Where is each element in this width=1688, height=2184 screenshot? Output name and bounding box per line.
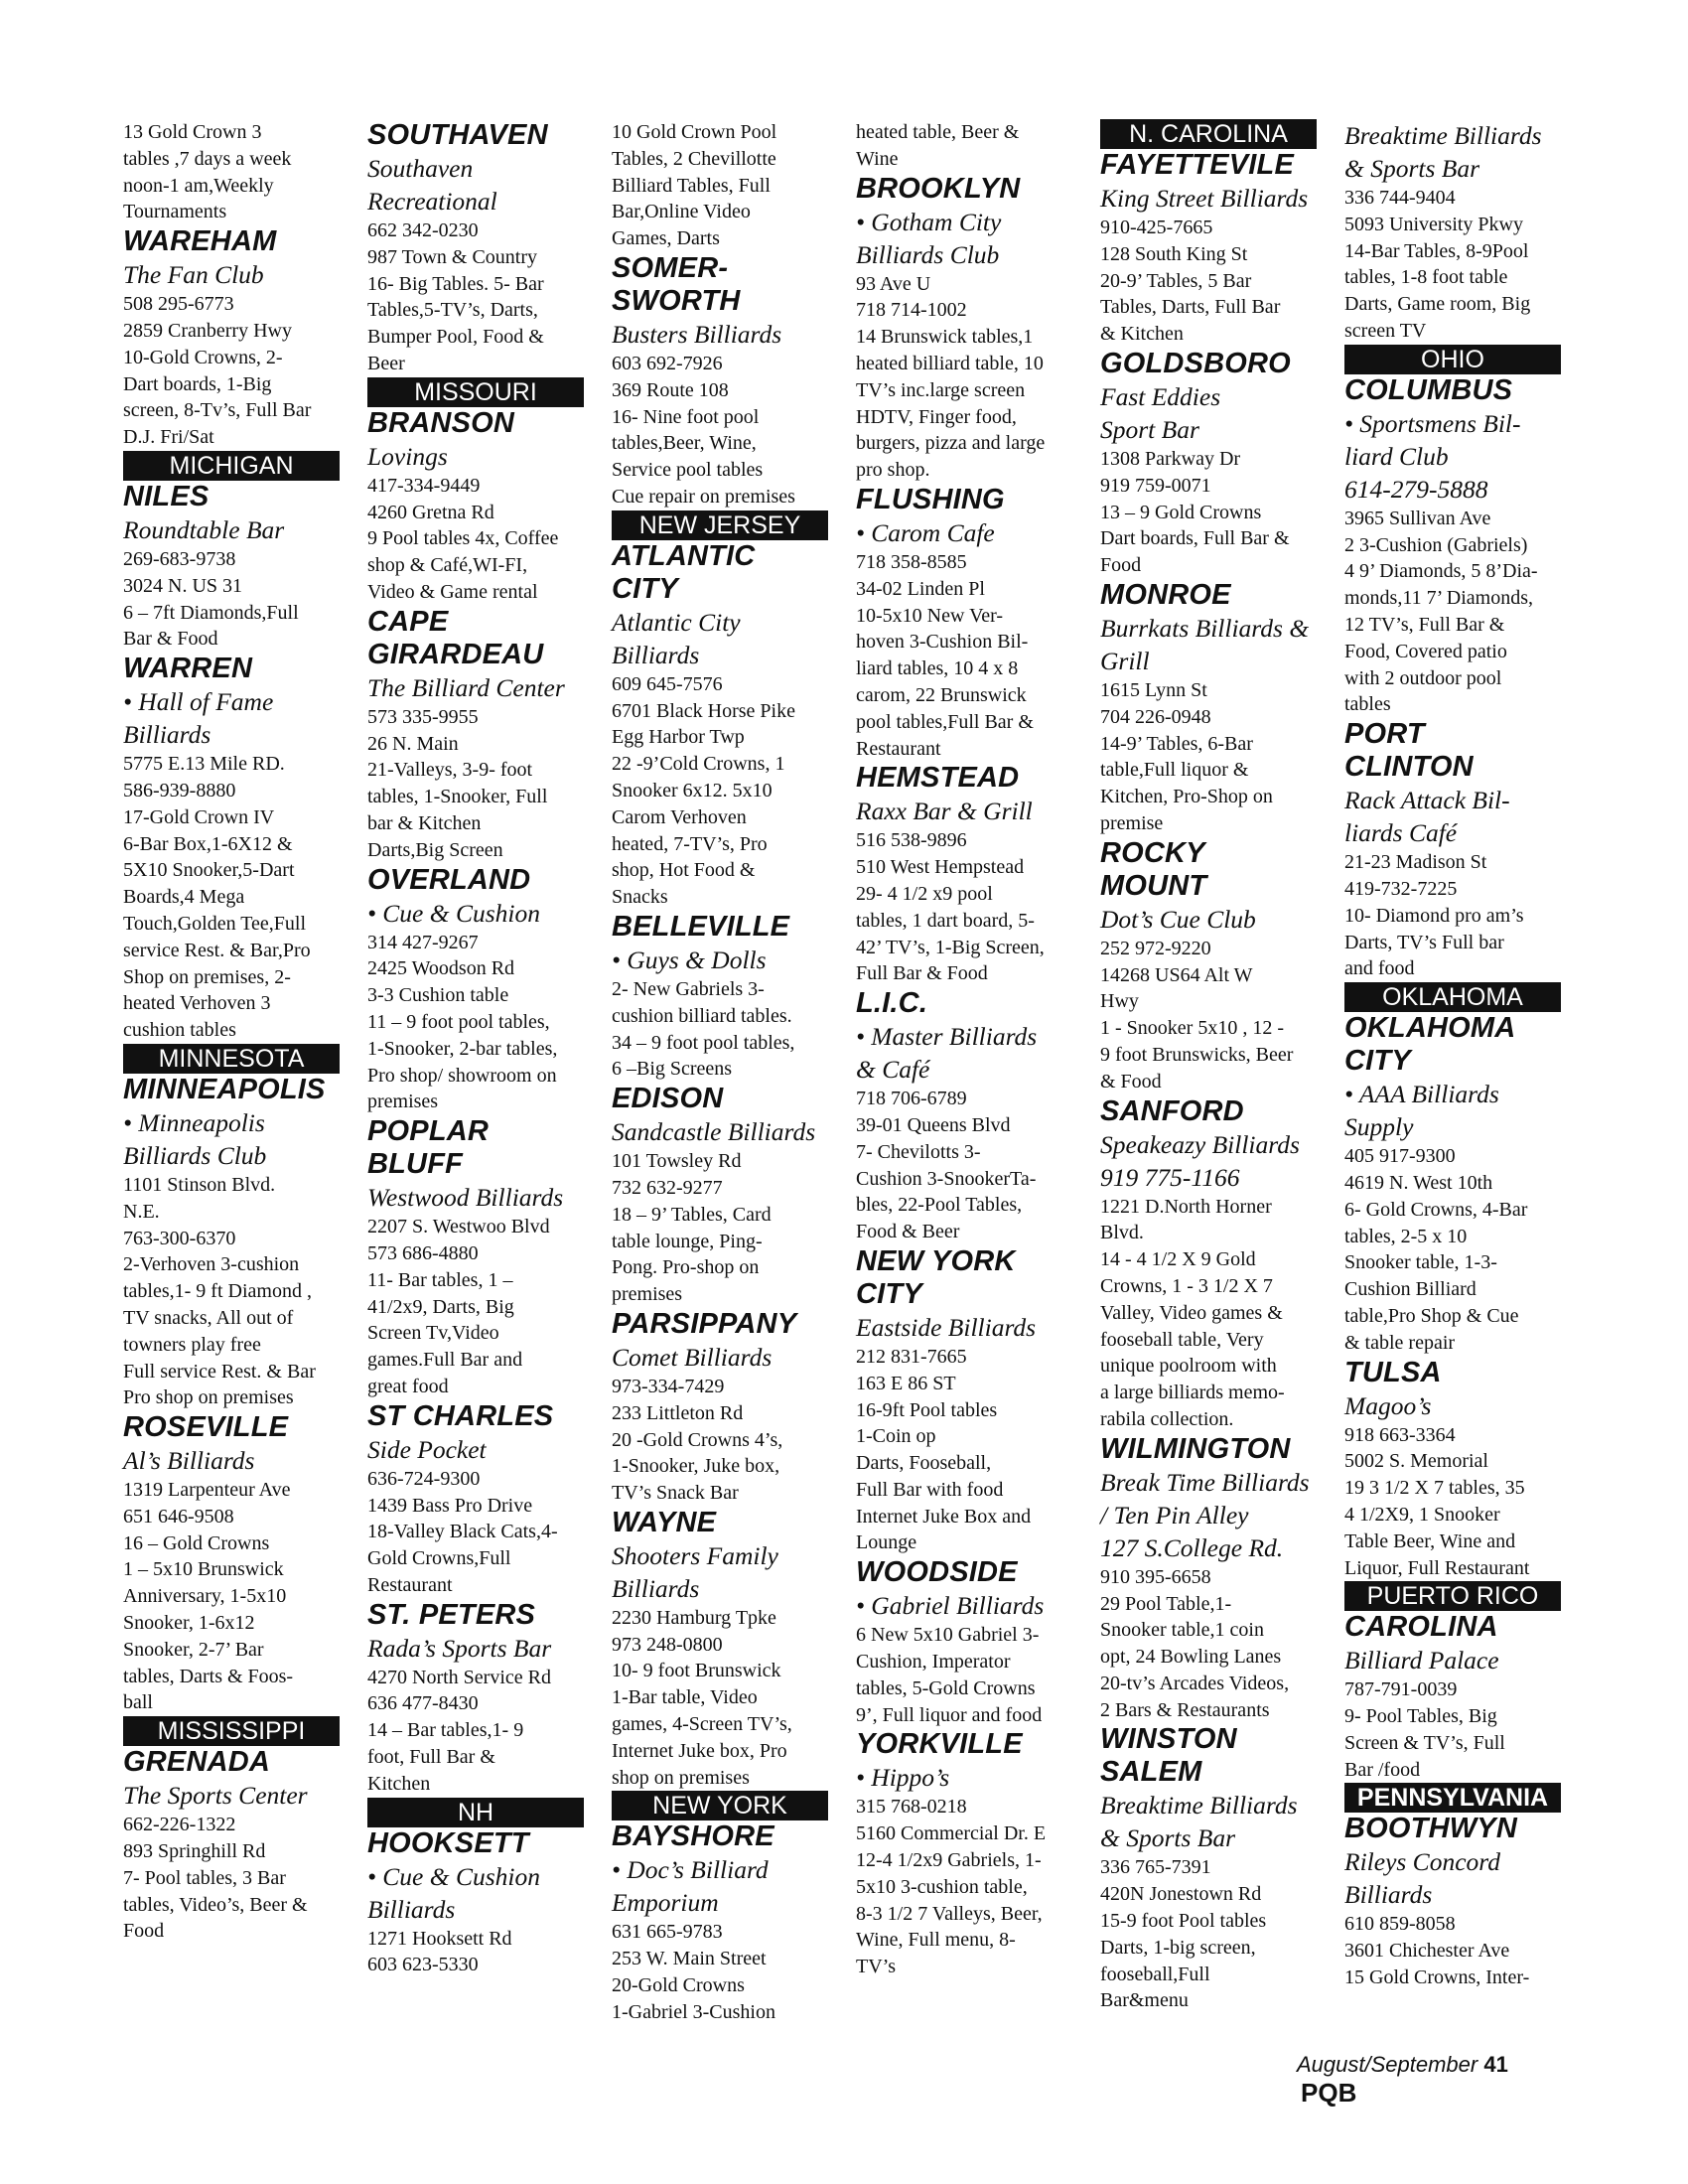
venue-name: Dot’s Cue Club <box>1100 904 1256 934</box>
listing-details: 910-425-7665 128 South King St 20-9’ Tables, 5 Bar Tables, Darts, Full Bar & Kitchen <box>1100 217 1281 346</box>
city-heading: PARSIPPANY <box>612 1307 797 1340</box>
venue-name: • AAA Billiards Supply <box>1344 1080 1499 1142</box>
listing-details: 918 663-3364 5002 S. Memorial 19 3 1/2 X 7 tables, 35 4 1/2X9, 1 Snooker Table Beer, Wine and Liquor, Full Restaurant <box>1344 1423 1530 1579</box>
directory-column-2 <box>367 119 584 1978</box>
venue-name: • Guys & Dolls <box>612 945 767 974</box>
venue-name: • Cue & Cushion Billiards <box>367 1861 540 1924</box>
venue-name: Rada’s Sports Bar <box>367 1633 552 1663</box>
state-header: PENNSYLVANIA <box>1344 1783 1561 1813</box>
city-heading: PORT CLINTON <box>1344 718 1474 784</box>
venue-name: Breaktime Billiards & Sports Bar <box>1100 1791 1298 1853</box>
listing-details: 336 744-9404 5093 University Pkwy 14-Bar Tables, 8-9Pool tables, 1-8 foot table Darts, Game room, Big screen TV <box>1344 187 1531 342</box>
venue-name: The Billiard Center <box>367 672 565 702</box>
city-heading: OKLAHOMA CITY <box>1344 1012 1516 1078</box>
listing-details: 269-683-9738 3024 N. US 31 6 – 7ft Diamonds,Full Bar & Food <box>123 547 299 651</box>
listing-details: 787-791-0039 9- Pool Tables, Big Screen & TV’s, Full Bar /food <box>1344 1678 1505 1781</box>
city-heading: FAYETTEVILE <box>1100 149 1295 181</box>
city-heading: ROSEVILLE <box>123 1411 289 1444</box>
venue-name: Comet Billiards <box>612 1342 773 1372</box>
listing-details: 4270 North Service Rd 636 477-8430 14 – Bar tables,1- 9 foot, Full Bar & Kitchen <box>367 1666 551 1795</box>
listing-details: 2- New Gabriels 3- cushion billiard tables. 34 – 9 foot pool tables, 6 –Big Screens <box>612 977 795 1081</box>
listing-details: 21-23 Madison St 419-732-7225 10- Diamond pro am’s Darts, TV’s Full bar and food <box>1344 851 1524 980</box>
state-header: MISSISSIPPI <box>123 1716 340 1746</box>
city-heading: BOOTHWYN <box>1344 1813 1517 1845</box>
venue-name: Southaven Recreational <box>367 154 497 216</box>
state-header: N. CAROLINA <box>1100 119 1317 149</box>
venue-name: Al’s Billiards <box>123 1446 255 1476</box>
venue-name: Eastside Billiards <box>856 1312 1037 1342</box>
venue-name: Rack Attack Bil- liards Café <box>1344 786 1510 848</box>
city-heading: SOUTHAVEN <box>367 119 548 151</box>
state-header: OHIO <box>1344 345 1561 374</box>
city-heading: EDISON <box>612 1083 724 1115</box>
city-heading: FLUSHING <box>856 483 1005 515</box>
city-heading: MINNEAPOLIS <box>123 1073 326 1105</box>
listing-details: 13 Gold Crown 3 tables ,7 days a week noon-1 am,Weekly Tournaments <box>123 121 292 223</box>
listing-details: 315 768-0218 5160 Commercial Dr. E 12-4 1/2x9 Gabriels, 1- 5x10 3-cushion table, 8-3 1/2 7 Valleys, Beer, Wine, Full menu, 8- TV’s <box>856 1796 1047 1978</box>
listing-details: 1308 Parkway Dr 919 759-0071 13 – 9 Gold Crowns Dart boards, Full Bar & Food <box>1100 447 1290 577</box>
venue-name: Burrkats Billiards & Grill <box>1100 613 1310 675</box>
venue-name: The Fan Club <box>123 260 264 290</box>
listing-details: 1319 Larpenteur Ave 651 646-9508 16 – Gold Crowns 1 – 5x10 Brunswick Anniversary, 1-5x10 Snooker, 1-6x12 Snooker, 2-7’ Bar tables, Darts & Foos- ball <box>123 1479 294 1714</box>
venue-name: • Gabriel Billiards <box>856 1591 1045 1621</box>
venue-name: Speakeazy Billiards 919 775-1166 <box>1100 1129 1300 1192</box>
state-header: MINNESOTA <box>123 1044 340 1074</box>
city-heading: NEW YORK CITY <box>856 1244 1016 1310</box>
venue-name: Shooters Family Billiards <box>612 1540 778 1603</box>
city-heading: SOMER- SWORTH <box>612 251 741 317</box>
city-heading: GOLDSBORO <box>1100 347 1291 379</box>
listing-details: 417-334-9449 4260 Gretna Rd 9 Pool tables 4x, Coffee shop & Café,WI-FI, Video & Game rental <box>367 474 559 603</box>
city-heading: ST. PETERS <box>367 1598 536 1631</box>
city-heading: BRANSON <box>367 406 515 439</box>
city-heading: WARREN <box>123 653 253 685</box>
city-heading: BROOKLYN <box>856 172 1021 205</box>
listing-details: 508 295-6773 2859 Cranberry Hwy 10-Gold Crowns, 2- Dart boards, 1-Big screen, 8-Tv’s, Full Bar D.J. Fri/Sat <box>123 293 312 449</box>
directory-column-6 <box>1344 119 1561 1991</box>
listing-details: 636-724-9300 1439 Bass Pro Drive 18-Valley Black Cats,4- Gold Crowns,Full Restaurant <box>367 1467 558 1596</box>
issue-label: August/September <box>1297 2052 1478 2077</box>
listing-details: 93 Ave U 718 714-1002 14 Brunswick tables,1 heated billiard table, 10 TV’s inc.large screen HDTV, Finger food, burgers, pizza and large pro shop. <box>856 272 1046 482</box>
listing-details: 910 395-6658 29 Pool Table,1- Snooker table,1 coin opt, 24 Bowling Lanes 20-tv’s Arcades Videos, 2 Bars & Restaurants <box>1100 1565 1290 1721</box>
state-header: MICHIGAN <box>123 451 340 481</box>
city-heading: ROCKY MOUNT <box>1100 836 1207 902</box>
city-heading: COLUMBUS <box>1344 373 1513 406</box>
city-heading: POPLAR BLUFF <box>367 1115 490 1181</box>
venue-name: Fast Eddies Sport Bar <box>1100 381 1221 444</box>
venue-name: Breaktime Billiards & Sports Bar <box>1344 121 1542 183</box>
venue-name: Sandcastle Billiards <box>612 1117 816 1147</box>
city-heading: TULSA <box>1344 1356 1442 1388</box>
listing-details: 3965 Sullivan Ave 2 3-Cushion (Gabriels) 4 9’ Diamonds, 5 8’Dia- monds,11 7’ Diamonds, 12 TV’s, Full Bar & Food, Covered patio with 2 outdoor pool tables <box>1344 507 1538 716</box>
listing-details: 718 706-6789 39-01 Queens Blvd 7- Chevilotts 3- Cushion 3-SnookerTa- bles, 22-Pool Tables, Food & Beer <box>856 1088 1037 1243</box>
venue-name: Billiard Palace <box>1344 1646 1499 1675</box>
magazine-brand: PQB <box>1301 2078 1357 2108</box>
listing-details: 631 665-9783 253 W. Main Street 20-Gold Crowns 1-Gabriel 3-Cushion <box>612 1921 775 2023</box>
venue-name: Side Pocket <box>367 1434 487 1464</box>
listing-details: 405 917-9300 4619 N. West 10th 6- Gold Crowns, 4-Bar tables, 2-5 x 10 Snooker table, 1-3- Cushion Billiard table,Pro Shop & Cue & table repair <box>1344 1145 1528 1354</box>
city-heading: OVERLAND <box>367 863 531 896</box>
venue-name: • Carom Cafe <box>856 517 995 547</box>
venue-name: • Gotham City Billiards Club <box>856 207 1002 269</box>
directory-column-1 <box>123 119 340 1945</box>
directory-column-5 <box>1100 119 1317 2014</box>
listing-details: 610 859-8058 3601 Chichester Ave 15 Gold Crowns, Inter- <box>1344 1913 1530 1989</box>
city-heading: BELLEVILLE <box>612 910 790 943</box>
city-heading: ST CHARLES <box>367 1399 554 1432</box>
venue-name: • Minneapolis Billiards Club <box>123 1107 267 1170</box>
venue-name: Magoo’s <box>1344 1390 1432 1420</box>
listing-details: 336 765-7391 420N Jonestown Rd 15-9 foot Pool tables Darts, 1-big screen, fooseball,Full Bar&menu <box>1100 1856 1267 2012</box>
venue-name: • Doc’s Billiard Emporium <box>612 1855 769 1918</box>
city-heading: WAYNE <box>612 1506 717 1538</box>
city-heading: WILMINGTON <box>1100 1432 1291 1465</box>
venue-name: • Hall of Fame Billiards <box>123 687 274 750</box>
city-heading: SANFORD <box>1100 1094 1244 1127</box>
state-header: OKLAHOMA <box>1344 982 1561 1012</box>
city-heading: WAREHAM <box>123 225 277 258</box>
city-heading: ATLANTIC CITY <box>612 539 756 605</box>
venue-name: Atlantic City Billiards <box>612 607 741 669</box>
listing-details: heated table, Beer & Wine <box>856 121 1020 170</box>
city-heading: WINSTON SALEM <box>1100 1723 1237 1789</box>
venue-name: Westwood Billiards <box>367 1183 564 1213</box>
city-heading: HEMSTEAD <box>856 762 1020 795</box>
city-heading: NILES <box>123 480 210 512</box>
listing-details: 2230 Hamburg Tpke 973 248-0800 10- 9 foot Brunswick 1-Bar table, Video games, 4-Screen TV’s, Internet Juke box, Pro shop on premises <box>612 1606 792 1789</box>
listing-details: 252 972-9220 14268 US64 Alt W Hwy 1 - Snooker 5x10 , 12 - 9 foot Brunswicks, Beer & Food <box>1100 937 1294 1092</box>
listing-details: 2207 S. Westwoo Blvd 573 686-4880 11- Bar tables, 1 – 41/2x9, Darts, Big Screen Tv,Video games.Full Bar and great food <box>367 1216 550 1397</box>
listing-details: 573 335-9955 26 N. Main 21-Valleys, 3-9- foot tables, 1-Snooker, Full bar & Kitchen Darts,Big Screen <box>367 705 548 861</box>
city-heading: L.I.C. <box>856 987 928 1020</box>
directory-column-4 <box>856 119 1072 1980</box>
listing-details: 603 692-7926 369 Route 108 16- Nine foot pool tables,Beer, Wine, Service pool tables Cue repair on premises <box>612 352 795 508</box>
state-header: PUERTO RICO <box>1344 1581 1561 1611</box>
city-heading: YORKVILLE <box>856 1728 1023 1761</box>
listing-details: 609 645-7576 6701 Black Horse Pike Egg Harbor Twp 22 -9’Cold Crowns, 1 Snooker 6x12. 5x10 Carom Verhoven heated, 7-TV’s, Pro shop, Hot Food & Snacks <box>612 672 795 909</box>
listing-details: 662-226-1322 893 Springhill Rd 7- Pool tables, 3 Bar tables, Video’s, Beer & Food <box>123 1814 308 1943</box>
venue-name: King Street Billiards <box>1100 184 1309 213</box>
city-heading: GRENADA <box>123 1746 271 1779</box>
venue-name: • Sportsmens Bil- liard Club 614-279-5888 <box>1344 408 1521 504</box>
venue-name: Lovings <box>367 441 448 471</box>
listing-details: 662 342-0230 987 Town & Country 16- Big Tables. 5- Bar Tables,5-TV’s, Darts, Bumper Pool, Food & Beer <box>367 219 544 374</box>
listing-details: 101 Towsley Rd 732 632-9277 18 – 9’ Tables, Card table lounge, Ping- Pong. Pro-shop on premises <box>612 1150 772 1306</box>
state-header: NEW JERSEY <box>612 510 828 540</box>
venue-name: • Hippo’s <box>856 1763 950 1793</box>
listing-details: 5775 E.13 Mile RD. 586-939-8880 17-Gold Crown IV 6-Bar Box,1-6X12 & 5X10 Snooker,5-Dart Boards,4 Mega Touch,Golden Tee,Full service Rest. & Bar,Pro Shop on premises, 2- heated Verhoven 3 cushion tables <box>123 753 311 1042</box>
city-heading: MONROE <box>1100 578 1231 611</box>
city-heading: CAROLINA <box>1344 1611 1498 1644</box>
state-header: MISSOURI <box>367 377 584 407</box>
listing-details: 1221 D.North Horner Blvd. 14 - 4 1/2 X 9 Gold Crowns, 1 - 3 1/2 X 7 Valley, Video games & fooseball table, Very unique poolroom with a large billiards memo- rabila collection. <box>1100 1195 1285 1430</box>
directory-column-3 <box>612 119 828 2026</box>
city-heading: WOODSIDE <box>856 1556 1018 1589</box>
venue-name: Raxx Bar & Grill <box>856 797 1033 826</box>
venue-name: Break Time Billiards / Ten Pin Alley 127 S.College Rd. <box>1100 1467 1310 1562</box>
listing-details: 718 358-8585 34-02 Linden Pl 10-5x10 New Ver- hoven 3-Cushion Bil- liard tables, 10 4 x 8 carom, 22 Brunswick pool tables,Full Bar & Restaurant <box>856 550 1034 760</box>
venue-name: The Sports Center <box>123 1781 308 1811</box>
listing-details: 1101 Stinson Blvd. N.E. 763-300-6370 2-Verhoven 3-cushion tables,1- 9 ft Diamond , TV snacks, All out of towners play free Full service Rest. & Bar Pro shop on premises <box>123 1173 316 1409</box>
listing-details: 314 427-9267 2425 Woodson Rd 3-3 Cushion table 11 – 9 foot pool tables, 1-Snooker, 2-bar tables, Pro shop/ showroom on premises <box>367 931 558 1113</box>
state-header: NH <box>367 1798 584 1827</box>
venue-name: • Cue & Cushion <box>367 898 540 928</box>
city-heading: CAPE GIRARDEAU <box>367 605 544 670</box>
listing-details: 6 New 5x10 Gabriel 3- Cushion, Imperator tables, 5-Gold Crowns 9’, Full liquor and food <box>856 1624 1043 1726</box>
venue-name: • Master Billiards & Café <box>856 1022 1038 1085</box>
page-footer <box>1297 2051 1555 2109</box>
page-number: 41 <box>1483 2052 1508 2077</box>
listing-details: 10 Gold Crown Pool Tables, 2 Chevillotte Billiard Tables, Full Bar,Online Video Games, Darts <box>612 121 777 250</box>
listing-details: 516 538-9896 510 West Hempstead 29- 4 1/2 x9 pool tables, 1 dart board, 5- 42’ TV’s, 1-Big Screen, Full Bar & Food <box>856 829 1045 985</box>
city-heading: BAYSHORE <box>612 1820 774 1853</box>
venue-name: Roundtable Bar <box>123 514 285 544</box>
state-header: NEW YORK <box>612 1791 828 1820</box>
listing-details: 1615 Lynn St 704 226-0948 14-9’ Tables, 6-Bar table,Full liquor & Kitchen, Pro-Shop on premise <box>1100 678 1273 834</box>
listing-details: 1271 Hooksett Rd 603 623-5330 <box>367 1927 512 1976</box>
listing-details: 212 831-7665 163 E 86 ST 16-9ft Pool tables 1-Coin op Darts, Fooseball, Full Bar with food Internet Juke Box and Lounge <box>856 1345 1032 1554</box>
listing-details: 973-334-7429 233 Littleton Rd 20 -Gold Crowns 4’s, 1-Snooker, Juke box, TV’s Snack Bar <box>612 1375 783 1505</box>
city-heading: HOOKSETT <box>367 1826 529 1859</box>
venue-name: Rileys Concord Billiards <box>1344 1847 1500 1910</box>
venue-name: Busters Billiards <box>612 319 782 349</box>
